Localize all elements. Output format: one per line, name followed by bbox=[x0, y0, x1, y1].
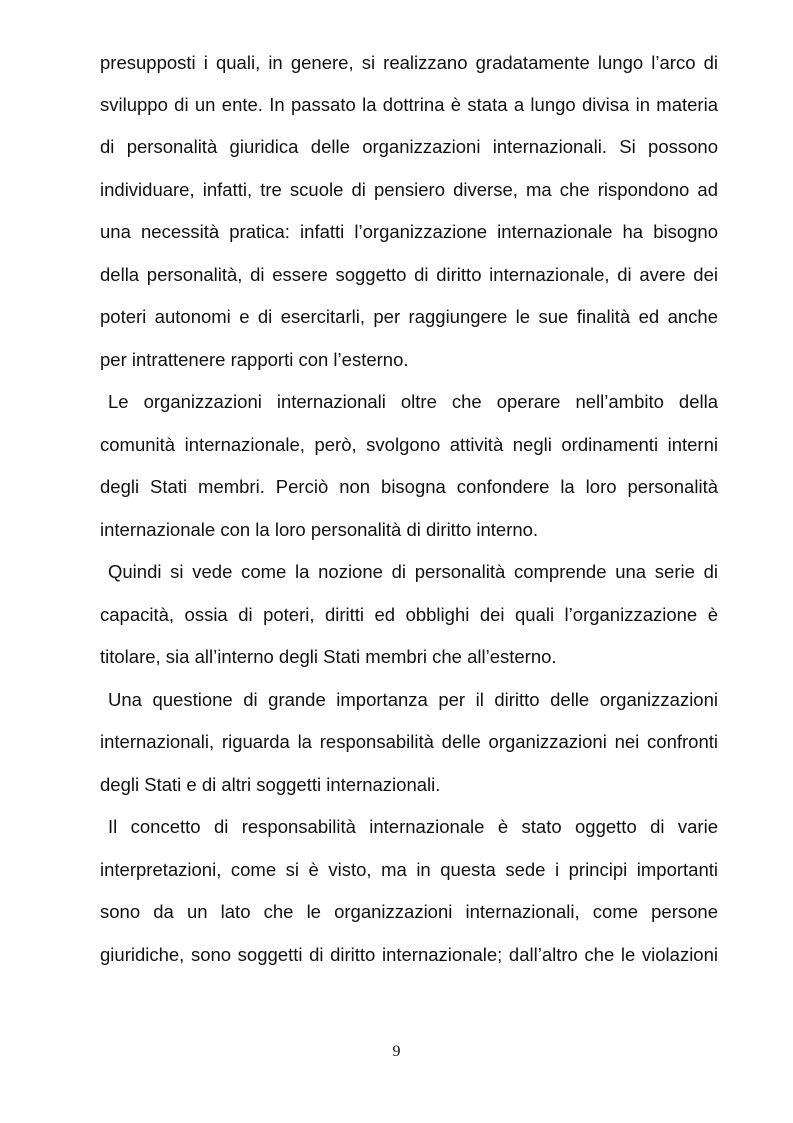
text-line: capacità, ossia di poteri, diritti ed obblighi dei quali l’organizzazione è bbox=[100, 604, 718, 625]
text-line: per intrattenere rapporti con l’esterno. bbox=[100, 349, 409, 370]
text-line: interpretazioni, come si è visto, ma in questa sede i principi importanti bbox=[100, 859, 718, 880]
text-line: degli Stati membri. Perciò non bisogna confondere la loro personalità bbox=[100, 476, 718, 497]
text-line: sviluppo di un ente. In passato la dottrina è stata a lungo divisa in materia bbox=[100, 94, 718, 115]
text-line: Quindi si vede come la nozione di personalità comprende una serie di bbox=[108, 561, 718, 582]
text-line: una necessità pratica: infatti l’organizzazione internazionale ha bisogno bbox=[100, 221, 718, 242]
text-line: internazionale con la loro personalità di diritto interno. bbox=[100, 519, 539, 540]
text-line: sono da un lato che le organizzazioni internazionali, come persone bbox=[100, 901, 718, 922]
text-line: poteri autonomi e di esercitarli, per raggiungere le sue finalità ed anche bbox=[100, 306, 718, 327]
text-line: Le organizzazioni internazionali oltre che operare nell’ambito della bbox=[108, 391, 718, 412]
text-line: giuridiche, sono soggetti di diritto internazionale; dall’altro che le violazioni bbox=[100, 944, 718, 965]
text-line: comunità internazionale, però, svolgono attività negli ordinamenti interni bbox=[100, 434, 718, 455]
text-line: di personalità giuridica delle organizzazioni internazionali. Si possono bbox=[100, 136, 718, 157]
text-line: presupposti i quali, in genere, si realizzano gradatamente lungo l’arco di bbox=[100, 52, 718, 73]
text-line: degli Stati e di altri soggetti internazionali. bbox=[100, 774, 441, 795]
text-line: della personalità, di essere soggetto di diritto internazionale, di avere dei bbox=[100, 264, 718, 285]
page-number: 9 bbox=[392, 1043, 401, 1060]
text-line: individuare, infatti, tre scuole di pensiero diverse, ma che rispondono ad bbox=[100, 179, 718, 200]
text-line: internazionali, riguarda la responsabilità delle organizzazioni nei confronti bbox=[100, 731, 718, 752]
text-line: titolare, sia all’interno degli Stati membri che all’esterno. bbox=[100, 646, 557, 667]
text-line: Una questione di grande importanza per il diritto delle organizzazioni bbox=[108, 689, 718, 710]
text-line: Il concetto di responsabilità internazionale è stato oggetto di varie bbox=[108, 816, 718, 837]
